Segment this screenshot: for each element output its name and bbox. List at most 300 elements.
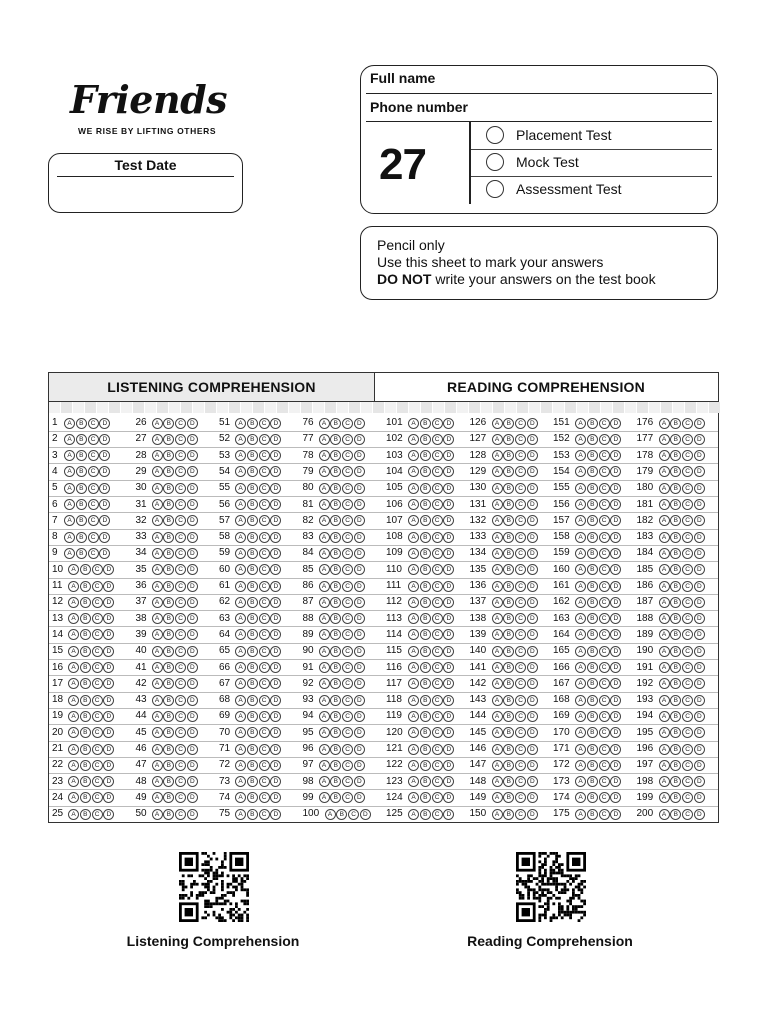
- answer-bubble[interactable]: D: [694, 515, 705, 526]
- answer-bubble[interactable]: C: [432, 613, 443, 624]
- answer-bubble[interactable]: C: [92, 597, 103, 608]
- answer-bubble[interactable]: C: [259, 434, 270, 445]
- answer-bubble[interactable]: B: [420, 597, 431, 608]
- answer-bubble[interactable]: B: [247, 695, 258, 706]
- answer-bubble[interactable]: D: [354, 450, 365, 461]
- answer-bubble[interactable]: A: [235, 792, 246, 803]
- answer-bubble[interactable]: B: [503, 646, 514, 657]
- answer-bubble[interactable]: A: [235, 483, 246, 494]
- answer-bubble[interactable]: D: [443, 597, 454, 608]
- answer-bubble[interactable]: A: [325, 809, 336, 820]
- answer-bubble[interactable]: D: [354, 581, 365, 592]
- answer-bubble[interactable]: D: [610, 564, 621, 575]
- answer-bubble[interactable]: C: [515, 532, 526, 543]
- answer-bubble[interactable]: C: [342, 450, 353, 461]
- answer-bubble[interactable]: A: [319, 678, 330, 689]
- answer-bubble[interactable]: B: [503, 695, 514, 706]
- answer-bubble[interactable]: A: [492, 809, 503, 820]
- answer-bubble[interactable]: A: [319, 548, 330, 559]
- answer-bubble[interactable]: D: [527, 564, 538, 575]
- answer-bubble[interactable]: B: [80, 792, 91, 803]
- answer-bubble[interactable]: A: [659, 662, 670, 673]
- answer-bubble[interactable]: C: [342, 532, 353, 543]
- answer-bubble[interactable]: D: [187, 515, 198, 526]
- answer-bubble[interactable]: D: [527, 776, 538, 787]
- answer-bubble[interactable]: A: [68, 695, 79, 706]
- answer-bubble[interactable]: A: [492, 597, 503, 608]
- answer-bubble[interactable]: D: [694, 711, 705, 722]
- answer-bubble[interactable]: B: [163, 466, 174, 477]
- answer-bubble[interactable]: C: [682, 760, 693, 771]
- answer-bubble[interactable]: B: [587, 532, 598, 543]
- answer-bubble[interactable]: A: [408, 466, 419, 477]
- answer-bubble[interactable]: C: [432, 418, 443, 429]
- answer-bubble[interactable]: D: [443, 418, 454, 429]
- answer-bubble[interactable]: A: [659, 548, 670, 559]
- answer-bubble[interactable]: D: [187, 727, 198, 738]
- answer-bubble[interactable]: A: [235, 646, 246, 657]
- answer-bubble[interactable]: B: [76, 548, 87, 559]
- answer-bubble[interactable]: C: [259, 711, 270, 722]
- answer-bubble[interactable]: D: [270, 662, 281, 673]
- answer-bubble[interactable]: C: [88, 418, 99, 429]
- answer-bubble[interactable]: D: [270, 711, 281, 722]
- answer-bubble[interactable]: A: [319, 695, 330, 706]
- answer-bubble[interactable]: C: [175, 515, 186, 526]
- answer-bubble[interactable]: D: [187, 434, 198, 445]
- answer-bubble[interactable]: C: [88, 515, 99, 526]
- answer-bubble[interactable]: C: [175, 434, 186, 445]
- answer-bubble[interactable]: C: [259, 597, 270, 608]
- answer-bubble[interactable]: D: [99, 466, 110, 477]
- answer-bubble[interactable]: C: [92, 792, 103, 803]
- answer-bubble[interactable]: C: [682, 548, 693, 559]
- answer-bubble[interactable]: B: [420, 515, 431, 526]
- answer-bubble[interactable]: C: [92, 727, 103, 738]
- answer-bubble[interactable]: C: [342, 629, 353, 640]
- answer-bubble[interactable]: C: [515, 597, 526, 608]
- answer-bubble[interactable]: B: [420, 434, 431, 445]
- answer-bubble[interactable]: C: [175, 727, 186, 738]
- answer-bubble[interactable]: B: [76, 483, 87, 494]
- answer-bubble[interactable]: B: [163, 581, 174, 592]
- answer-bubble[interactable]: B: [247, 515, 258, 526]
- answer-bubble[interactable]: D: [694, 678, 705, 689]
- answer-bubble[interactable]: D: [443, 466, 454, 477]
- answer-bubble[interactable]: C: [175, 760, 186, 771]
- answer-bubble[interactable]: D: [610, 450, 621, 461]
- answer-bubble[interactable]: C: [342, 418, 353, 429]
- answer-bubble[interactable]: D: [694, 792, 705, 803]
- answer-bubble[interactable]: B: [76, 532, 87, 543]
- answer-bubble[interactable]: B: [587, 483, 598, 494]
- answer-bubble[interactable]: A: [235, 776, 246, 787]
- answer-bubble[interactable]: A: [152, 662, 163, 673]
- answer-bubble[interactable]: C: [92, 629, 103, 640]
- answer-bubble[interactable]: C: [682, 662, 693, 673]
- answer-bubble[interactable]: A: [408, 581, 419, 592]
- answer-bubble[interactable]: C: [92, 564, 103, 575]
- answer-bubble[interactable]: A: [152, 760, 163, 771]
- answer-bubble[interactable]: C: [599, 809, 610, 820]
- answer-bubble[interactable]: A: [152, 792, 163, 803]
- answer-bubble[interactable]: C: [88, 466, 99, 477]
- answer-bubble[interactable]: A: [408, 711, 419, 722]
- answer-bubble[interactable]: D: [354, 548, 365, 559]
- answer-bubble[interactable]: A: [319, 532, 330, 543]
- answer-bubble[interactable]: C: [175, 678, 186, 689]
- answer-bubble[interactable]: A: [64, 515, 75, 526]
- answer-bubble[interactable]: D: [443, 564, 454, 575]
- answer-bubble[interactable]: D: [443, 613, 454, 624]
- answer-bubble[interactable]: C: [515, 499, 526, 510]
- answer-bubble[interactable]: A: [235, 629, 246, 640]
- answer-bubble[interactable]: B: [587, 711, 598, 722]
- answer-bubble[interactable]: C: [432, 434, 443, 445]
- answer-bubble[interactable]: B: [76, 434, 87, 445]
- answer-bubble[interactable]: D: [270, 581, 281, 592]
- answer-bubble[interactable]: C: [342, 792, 353, 803]
- answer-bubble[interactable]: B: [330, 418, 341, 429]
- answer-bubble[interactable]: B: [587, 792, 598, 803]
- answer-bubble[interactable]: B: [330, 434, 341, 445]
- answer-bubble[interactable]: C: [175, 662, 186, 673]
- answer-bubble[interactable]: C: [342, 760, 353, 771]
- answer-bubble[interactable]: C: [342, 548, 353, 559]
- answer-bubble[interactable]: C: [259, 499, 270, 510]
- answer-bubble[interactable]: C: [342, 678, 353, 689]
- answer-bubble[interactable]: C: [259, 646, 270, 657]
- answer-bubble[interactable]: B: [330, 548, 341, 559]
- answer-bubble[interactable]: B: [163, 792, 174, 803]
- answer-bubble[interactable]: B: [76, 418, 87, 429]
- answer-bubble[interactable]: A: [235, 450, 246, 461]
- answer-bubble[interactable]: B: [80, 629, 91, 640]
- answer-bubble[interactable]: A: [659, 564, 670, 575]
- answer-bubble[interactable]: C: [259, 727, 270, 738]
- answer-bubble[interactable]: B: [80, 809, 91, 820]
- answer-bubble[interactable]: B: [247, 564, 258, 575]
- answer-bubble[interactable]: C: [175, 792, 186, 803]
- answer-bubble[interactable]: D: [610, 776, 621, 787]
- answer-bubble[interactable]: C: [515, 744, 526, 755]
- answer-bubble[interactable]: C: [682, 792, 693, 803]
- answer-bubble[interactable]: B: [503, 564, 514, 575]
- answer-bubble[interactable]: D: [694, 597, 705, 608]
- answer-bubble[interactable]: B: [80, 744, 91, 755]
- answer-bubble[interactable]: A: [575, 792, 586, 803]
- answer-bubble[interactable]: B: [247, 548, 258, 559]
- answer-bubble[interactable]: C: [682, 450, 693, 461]
- answer-bubble[interactable]: B: [587, 760, 598, 771]
- answer-bubble[interactable]: A: [659, 418, 670, 429]
- answer-bubble[interactable]: D: [270, 597, 281, 608]
- answer-bubble[interactable]: D: [694, 548, 705, 559]
- answer-bubble[interactable]: A: [319, 744, 330, 755]
- answer-bubble[interactable]: C: [259, 483, 270, 494]
- answer-bubble[interactable]: D: [610, 418, 621, 429]
- answer-bubble[interactable]: B: [420, 744, 431, 755]
- answer-bubble[interactable]: B: [76, 466, 87, 477]
- answer-bubble[interactable]: D: [270, 776, 281, 787]
- answer-bubble[interactable]: C: [175, 564, 186, 575]
- answer-bubble[interactable]: D: [103, 581, 114, 592]
- answer-bubble[interactable]: B: [163, 613, 174, 624]
- answer-bubble[interactable]: D: [187, 776, 198, 787]
- answer-bubble[interactable]: C: [175, 581, 186, 592]
- answer-bubble[interactable]: B: [420, 792, 431, 803]
- answer-bubble[interactable]: B: [420, 499, 431, 510]
- answer-bubble[interactable]: B: [587, 809, 598, 820]
- answer-bubble[interactable]: A: [575, 564, 586, 575]
- answer-bubble[interactable]: A: [68, 581, 79, 592]
- answer-bubble[interactable]: D: [610, 727, 621, 738]
- answer-bubble[interactable]: C: [432, 760, 443, 771]
- answer-bubble[interactable]: B: [503, 418, 514, 429]
- answer-bubble[interactable]: B: [587, 564, 598, 575]
- answer-bubble[interactable]: C: [599, 532, 610, 543]
- answer-bubble[interactable]: C: [682, 564, 693, 575]
- answer-bubble[interactable]: D: [694, 532, 705, 543]
- answer-bubble[interactable]: C: [175, 613, 186, 624]
- answer-bubble[interactable]: B: [670, 548, 681, 559]
- answer-bubble[interactable]: C: [175, 483, 186, 494]
- answer-bubble[interactable]: D: [103, 776, 114, 787]
- answer-bubble[interactable]: C: [88, 499, 99, 510]
- answer-bubble[interactable]: D: [354, 776, 365, 787]
- answer-bubble[interactable]: A: [152, 646, 163, 657]
- answer-bubble[interactable]: A: [152, 695, 163, 706]
- answer-bubble[interactable]: D: [103, 711, 114, 722]
- answer-bubble[interactable]: C: [682, 597, 693, 608]
- answer-bubble[interactable]: A: [492, 548, 503, 559]
- answer-bubble[interactable]: D: [443, 434, 454, 445]
- answer-bubble[interactable]: C: [342, 499, 353, 510]
- answer-bubble[interactable]: D: [610, 662, 621, 673]
- answer-bubble[interactable]: D: [354, 515, 365, 526]
- answer-bubble[interactable]: D: [527, 450, 538, 461]
- answer-bubble[interactable]: A: [152, 532, 163, 543]
- answer-bubble[interactable]: B: [247, 678, 258, 689]
- answer-bubble[interactable]: B: [503, 499, 514, 510]
- answer-bubble[interactable]: C: [515, 548, 526, 559]
- answer-bubble[interactable]: D: [443, 809, 454, 820]
- answer-bubble[interactable]: A: [319, 434, 330, 445]
- answer-bubble[interactable]: A: [319, 727, 330, 738]
- answer-bubble[interactable]: B: [330, 450, 341, 461]
- answer-bubble[interactable]: C: [599, 646, 610, 657]
- answer-bubble[interactable]: C: [515, 434, 526, 445]
- answer-bubble[interactable]: C: [515, 418, 526, 429]
- answer-bubble[interactable]: A: [492, 434, 503, 445]
- answer-bubble[interactable]: C: [599, 678, 610, 689]
- answer-bubble[interactable]: B: [587, 613, 598, 624]
- answer-bubble[interactable]: C: [259, 678, 270, 689]
- answer-bubble[interactable]: A: [492, 727, 503, 738]
- answer-bubble[interactable]: B: [503, 434, 514, 445]
- answer-bubble[interactable]: A: [492, 483, 503, 494]
- answer-bubble[interactable]: B: [420, 727, 431, 738]
- answer-bubble[interactable]: D: [694, 450, 705, 461]
- answer-bubble[interactable]: C: [175, 646, 186, 657]
- answer-bubble[interactable]: D: [443, 727, 454, 738]
- answer-bubble[interactable]: A: [408, 760, 419, 771]
- answer-bubble[interactable]: B: [247, 483, 258, 494]
- answer-bubble[interactable]: A: [235, 678, 246, 689]
- answer-bubble[interactable]: B: [420, 466, 431, 477]
- answer-bubble[interactable]: D: [270, 483, 281, 494]
- answer-bubble[interactable]: B: [503, 776, 514, 787]
- answer-bubble[interactable]: A: [152, 744, 163, 755]
- answer-bubble[interactable]: A: [408, 499, 419, 510]
- answer-bubble[interactable]: A: [64, 532, 75, 543]
- answer-bubble[interactable]: D: [187, 483, 198, 494]
- answer-bubble[interactable]: B: [330, 760, 341, 771]
- answer-bubble[interactable]: B: [163, 662, 174, 673]
- answer-bubble[interactable]: B: [587, 646, 598, 657]
- answer-bubble[interactable]: B: [670, 450, 681, 461]
- answer-bubble[interactable]: D: [443, 548, 454, 559]
- answer-bubble[interactable]: D: [694, 809, 705, 820]
- answer-bubble[interactable]: B: [670, 646, 681, 657]
- answer-bubble[interactable]: C: [599, 483, 610, 494]
- answer-bubble[interactable]: A: [235, 515, 246, 526]
- answer-bubble[interactable]: D: [99, 548, 110, 559]
- answer-bubble[interactable]: B: [670, 483, 681, 494]
- answer-bubble[interactable]: A: [68, 629, 79, 640]
- answer-bubble[interactable]: B: [670, 532, 681, 543]
- answer-bubble[interactable]: C: [515, 662, 526, 673]
- answer-bubble[interactable]: B: [163, 760, 174, 771]
- answer-bubble[interactable]: A: [319, 776, 330, 787]
- answer-bubble[interactable]: D: [187, 809, 198, 820]
- answer-bubble[interactable]: D: [270, 678, 281, 689]
- answer-bubble[interactable]: A: [152, 548, 163, 559]
- answer-bubble[interactable]: C: [92, 776, 103, 787]
- answer-bubble[interactable]: B: [420, 711, 431, 722]
- answer-bubble[interactable]: D: [610, 629, 621, 640]
- answer-bubble[interactable]: B: [247, 646, 258, 657]
- answer-bubble[interactable]: C: [599, 613, 610, 624]
- answer-bubble[interactable]: A: [235, 532, 246, 543]
- answer-bubble[interactable]: B: [587, 744, 598, 755]
- answer-bubble[interactable]: A: [235, 548, 246, 559]
- answer-bubble[interactable]: B: [503, 548, 514, 559]
- answer-bubble[interactable]: A: [659, 695, 670, 706]
- answer-bubble[interactable]: C: [342, 646, 353, 657]
- answer-bubble[interactable]: C: [342, 727, 353, 738]
- answer-bubble[interactable]: B: [247, 776, 258, 787]
- radio-circle-icon[interactable]: [486, 180, 504, 198]
- answer-bubble[interactable]: C: [682, 483, 693, 494]
- answer-bubble[interactable]: C: [432, 499, 443, 510]
- answer-bubble[interactable]: B: [247, 450, 258, 461]
- answer-bubble[interactable]: B: [330, 499, 341, 510]
- answer-bubble[interactable]: A: [659, 499, 670, 510]
- answer-bubble[interactable]: B: [587, 548, 598, 559]
- answer-bubble[interactable]: D: [354, 695, 365, 706]
- answer-bubble[interactable]: C: [599, 744, 610, 755]
- answer-bubble[interactable]: B: [247, 532, 258, 543]
- answer-bubble[interactable]: B: [80, 711, 91, 722]
- answer-bubble[interactable]: A: [575, 581, 586, 592]
- answer-bubble[interactable]: A: [235, 418, 246, 429]
- answer-bubble[interactable]: C: [515, 760, 526, 771]
- answer-bubble[interactable]: D: [527, 792, 538, 803]
- answer-bubble[interactable]: D: [443, 776, 454, 787]
- answer-bubble[interactable]: C: [175, 711, 186, 722]
- answer-bubble[interactable]: B: [670, 727, 681, 738]
- answer-bubble[interactable]: D: [527, 727, 538, 738]
- answer-bubble[interactable]: B: [420, 483, 431, 494]
- answer-bubble[interactable]: B: [420, 678, 431, 689]
- answer-bubble[interactable]: A: [492, 499, 503, 510]
- answer-bubble[interactable]: B: [163, 450, 174, 461]
- answer-bubble[interactable]: B: [80, 597, 91, 608]
- answer-bubble[interactable]: C: [92, 662, 103, 673]
- answer-bubble[interactable]: C: [175, 629, 186, 640]
- answer-bubble[interactable]: D: [694, 695, 705, 706]
- answer-bubble[interactable]: B: [670, 515, 681, 526]
- answer-bubble[interactable]: C: [599, 776, 610, 787]
- answer-bubble[interactable]: D: [527, 662, 538, 673]
- answer-bubble[interactable]: A: [659, 532, 670, 543]
- answer-bubble[interactable]: C: [682, 809, 693, 820]
- option-assessment-test[interactable]: [486, 179, 622, 199]
- answer-bubble[interactable]: A: [152, 564, 163, 575]
- answer-bubble[interactable]: A: [64, 450, 75, 461]
- answer-bubble[interactable]: A: [319, 515, 330, 526]
- answer-bubble[interactable]: D: [527, 418, 538, 429]
- answer-bubble[interactable]: B: [80, 727, 91, 738]
- answer-bubble[interactable]: C: [259, 776, 270, 787]
- answer-bubble[interactable]: C: [432, 646, 443, 657]
- answer-bubble[interactable]: C: [342, 434, 353, 445]
- answer-bubble[interactable]: A: [152, 776, 163, 787]
- answer-bubble[interactable]: B: [587, 776, 598, 787]
- answer-bubble[interactable]: A: [492, 564, 503, 575]
- answer-bubble[interactable]: D: [354, 418, 365, 429]
- answer-bubble[interactable]: C: [682, 629, 693, 640]
- answer-bubble[interactable]: A: [408, 613, 419, 624]
- answer-bubble[interactable]: D: [443, 711, 454, 722]
- answer-bubble[interactable]: A: [575, 483, 586, 494]
- answer-bubble[interactable]: C: [682, 532, 693, 543]
- answer-bubble[interactable]: D: [610, 434, 621, 445]
- answer-bubble[interactable]: D: [187, 629, 198, 640]
- answer-bubble[interactable]: A: [492, 695, 503, 706]
- answer-bubble[interactable]: C: [88, 548, 99, 559]
- answer-bubble[interactable]: B: [670, 792, 681, 803]
- answer-bubble[interactable]: D: [694, 499, 705, 510]
- answer-bubble[interactable]: B: [587, 597, 598, 608]
- answer-bubble[interactable]: B: [503, 711, 514, 722]
- answer-bubble[interactable]: B: [330, 695, 341, 706]
- answer-bubble[interactable]: D: [694, 760, 705, 771]
- answer-bubble[interactable]: A: [492, 629, 503, 640]
- answer-bubble[interactable]: B: [503, 792, 514, 803]
- answer-bubble[interactable]: B: [670, 564, 681, 575]
- answer-bubble[interactable]: D: [187, 466, 198, 477]
- answer-bubble[interactable]: B: [247, 792, 258, 803]
- answer-bubble[interactable]: C: [682, 613, 693, 624]
- answer-bubble[interactable]: A: [68, 776, 79, 787]
- answer-bubble[interactable]: D: [610, 466, 621, 477]
- answer-bubble[interactable]: C: [259, 792, 270, 803]
- answer-bubble[interactable]: C: [88, 532, 99, 543]
- answer-bubble[interactable]: D: [610, 532, 621, 543]
- answer-bubble[interactable]: B: [503, 450, 514, 461]
